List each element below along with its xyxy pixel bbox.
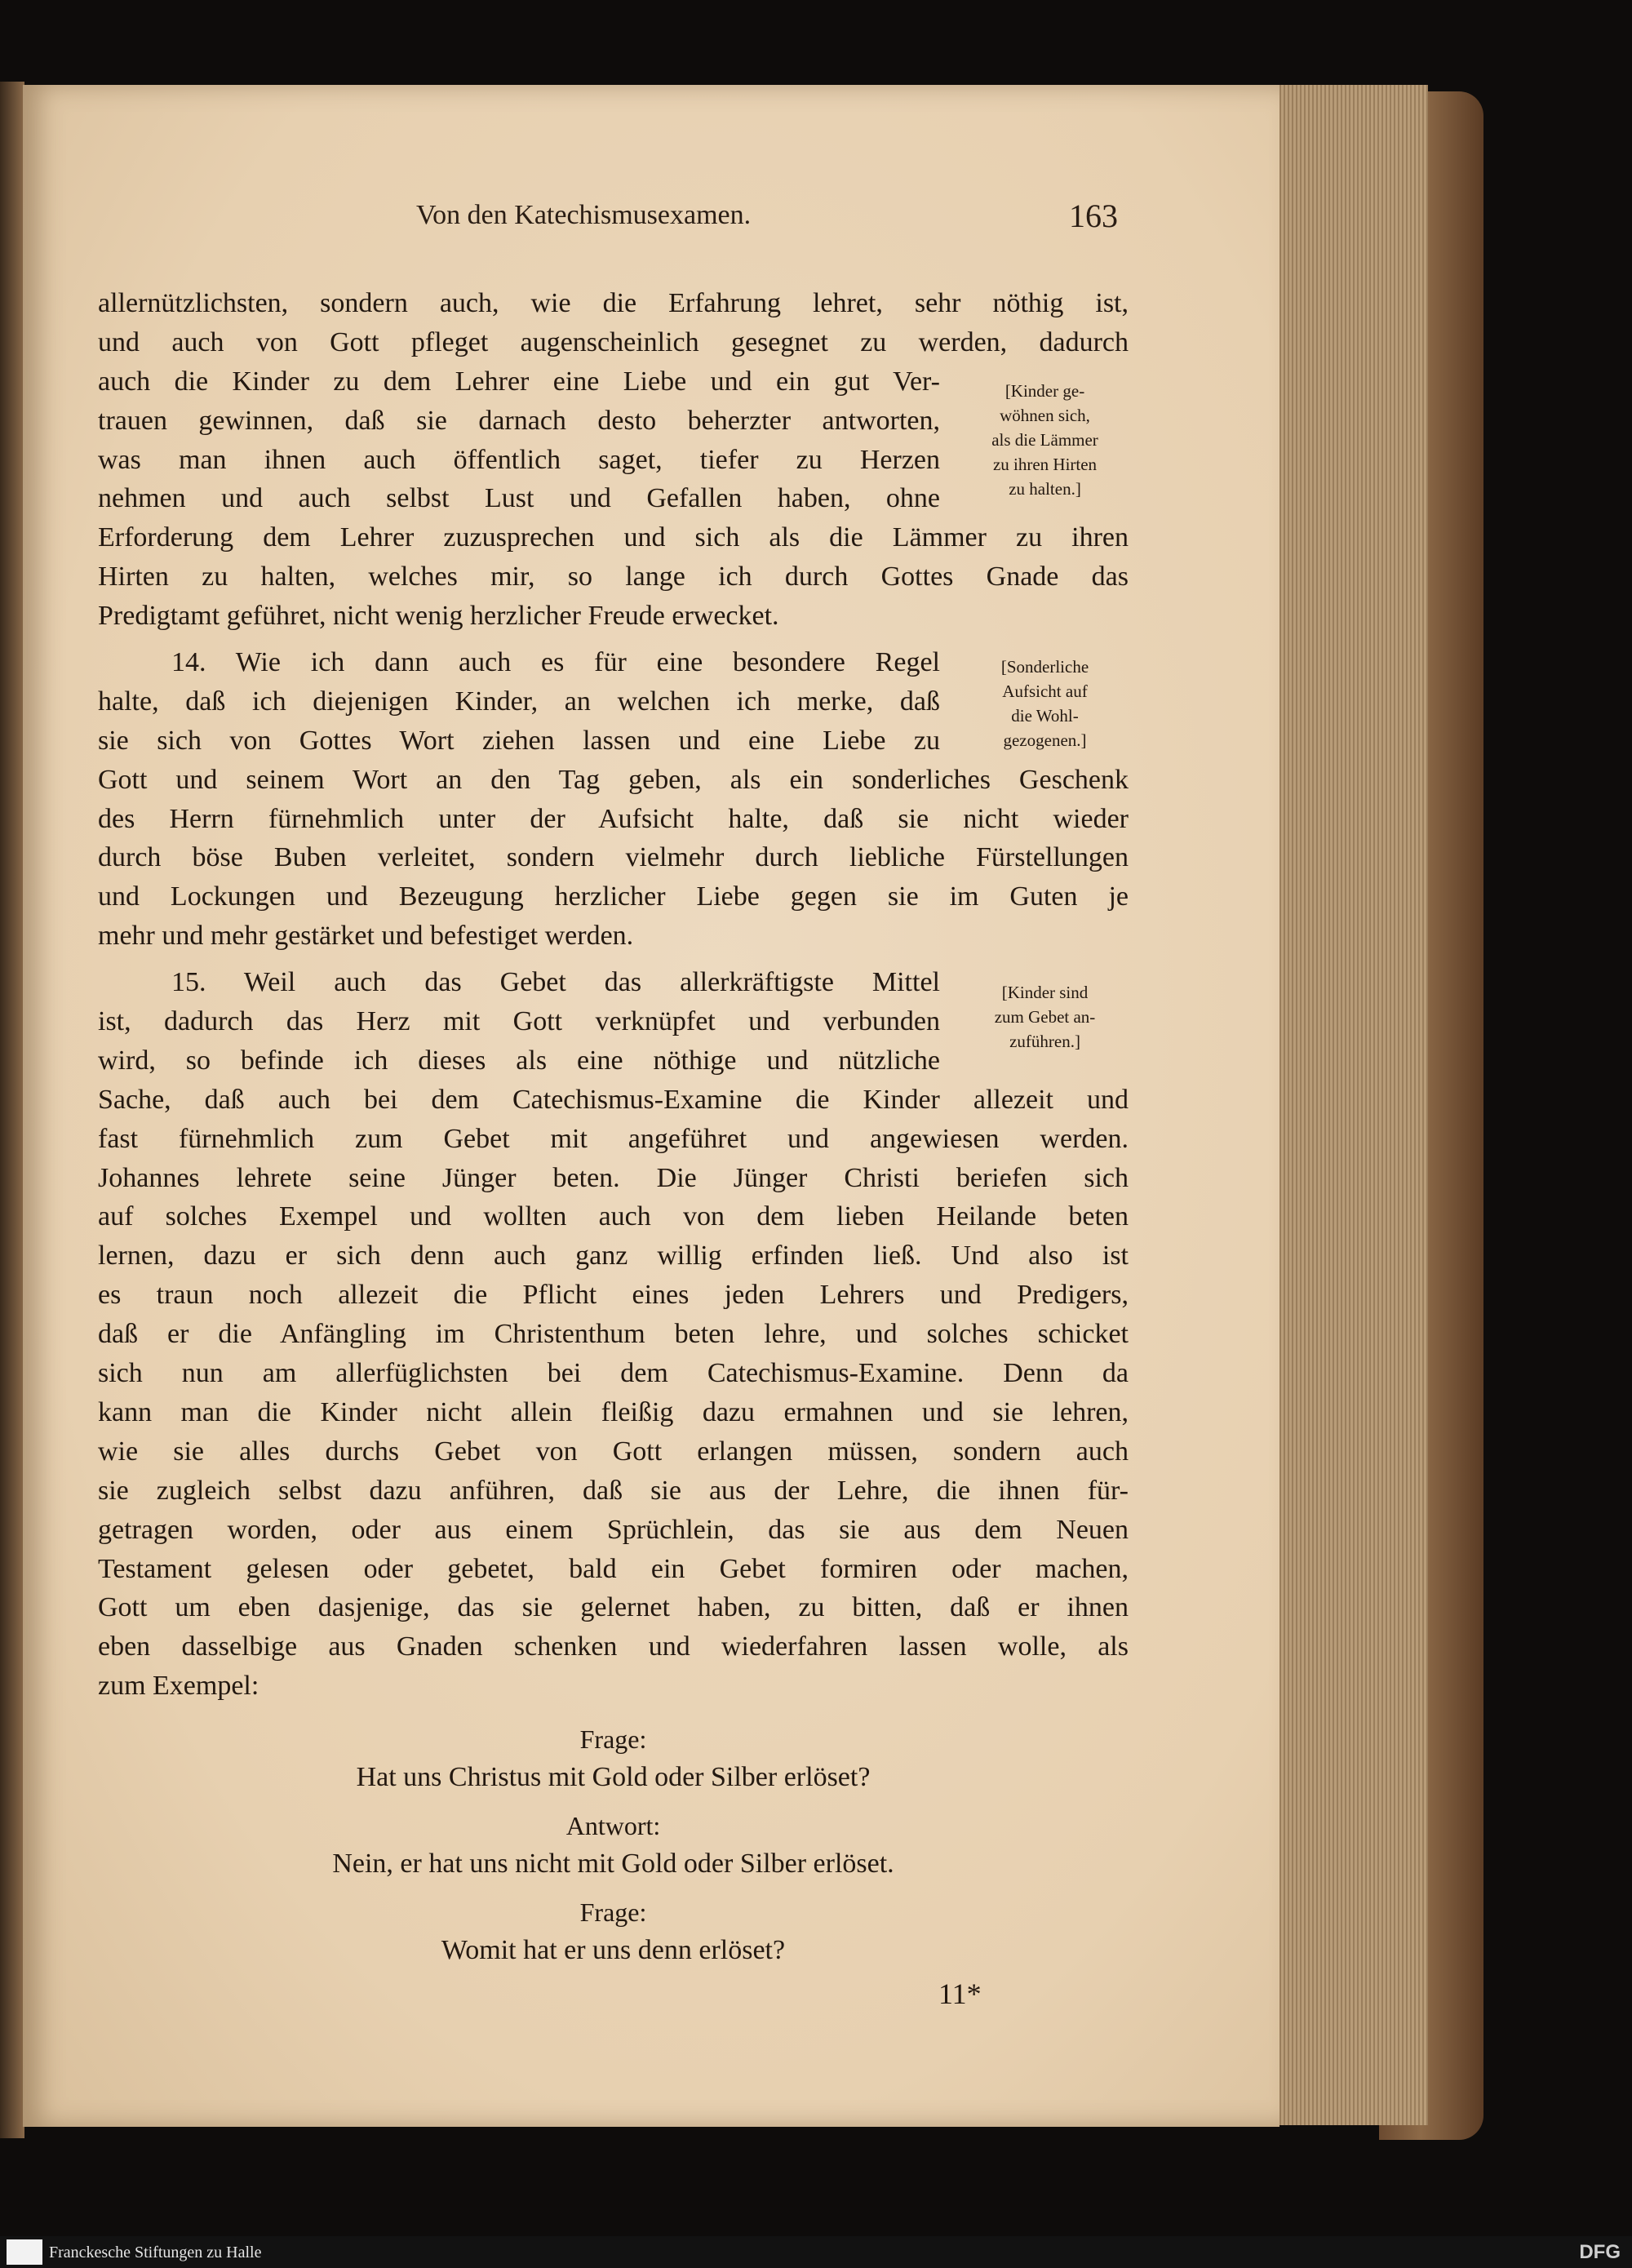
margin-note-line: wöhnen sich, — [1000, 406, 1090, 425]
text-line: Testament gelesen oder gebetet, bald ein Gebet formiren oder machen, — [98, 1553, 1129, 1584]
dialogue-text: Womit hat er uns denn erlöset? — [441, 1934, 786, 1965]
page-number: 163 — [1069, 198, 1118, 234]
text-line: Predigtamt geführet, nicht wenig herzlicher Freude erwecket. — [98, 601, 779, 632]
text-line: wie sie alles durchs Gebet von Gott erlangen müssen, sondern auch — [98, 1436, 1129, 1467]
footer-bar — [0, 2236, 1632, 2268]
text-line: zum Exempel: — [98, 1671, 259, 1702]
text-line: eben dasselbige aus Gnaden schenken und wiederfahren lassen wolle, als — [98, 1631, 1129, 1662]
dialogue-label: Frage: — [579, 1897, 647, 1927]
text-line: 15. Weil auch das Gebet das allerkräftigste Mittel — [171, 967, 940, 998]
dialogue — [98, 1720, 1129, 1970]
text-line: des Herrn fürnehmlich unter der Aufsicht halte, daß sie nicht wieder — [98, 803, 1129, 834]
dialogue-text: Nein, er hat uns nicht mit Gold oder Silber erlöset. — [332, 1848, 894, 1879]
text-line: Johannes lehrete seine Jünger beten. Die Jünger Christi beriefen sich — [98, 1162, 1129, 1193]
dialogue-label: Frage: — [579, 1724, 647, 1755]
institution-name: Franckesche Stiftungen zu Halle — [49, 2244, 262, 2261]
margin-note-line: zuführen.] — [1009, 1032, 1080, 1051]
text-line: fast fürnehmlich zum Gebet mit angeführet und angewiesen werden. — [98, 1123, 1129, 1154]
margin-note — [961, 655, 1129, 752]
margin-note-line: gezogenen.] — [1003, 730, 1087, 750]
margin-note-line: [Sonderliche — [1000, 657, 1089, 677]
text-line: sich nun am allerfüglichsten bei dem Catechismus-Examine. Denn da — [98, 1358, 1129, 1389]
margin-note-line: [Kinder ge- — [1004, 381, 1085, 401]
text-line: es traun noch allezeit die Pflicht eines jeden Lehrers und Predigers, — [98, 1280, 1129, 1311]
text-line: mehr und mehr gestärket und befestiget werden. — [98, 921, 634, 952]
signature-mark: 11* — [938, 1977, 982, 2010]
text-line: lernen, dazu er sich denn auch ganz willig erfinden ließ. Und also ist — [98, 1241, 1129, 1272]
previous-page-edge — [0, 82, 24, 2138]
margin-note-line: zu halten.] — [1009, 479, 1081, 499]
text-line: kann man die Kinder nicht allein fleißig dazu ermahnen und sie lehren, — [98, 1396, 1129, 1427]
margin-note-line: die Wohl- — [1011, 706, 1079, 726]
text-line: was man ihnen auch öffentlich saget, tiefer zu Herzen — [98, 444, 940, 475]
margin-note — [961, 980, 1129, 1054]
margin-note-line: zu ihren Hirten — [992, 455, 1098, 474]
margin-note-line: Aufsicht auf — [1002, 681, 1088, 701]
body-text — [98, 284, 1129, 1970]
text-line: sie sich von Gottes Wort ziehen lassen und eine Liebe zu — [98, 725, 940, 756]
text-line: auch die Kinder zu dem Lehrer eine Liebe und ein gut Ver- — [98, 366, 940, 397]
margin-note-line: als die Lämmer — [991, 430, 1098, 450]
text-line: ist, dadurch das Herz mit Gott verknüpfet und verbunden — [98, 1006, 940, 1037]
page-block-edges — [1273, 85, 1428, 2125]
text-line: Sache, daß auch bei dem Catechismus-Examine die Kinder allezeit und — [98, 1084, 1129, 1115]
dialogue-label: Antwort: — [565, 1810, 661, 1840]
text-line: und Lockungen und Bezeugung herzlicher Liebe gegen sie im Guten je — [98, 881, 1129, 912]
margin-note-line: [Kinder sind — [1001, 983, 1089, 1002]
dialogue-text: Hat uns Christus mit Gold oder Silber erlöset? — [356, 1762, 871, 1793]
text-line: und auch von Gott pfleget augenscheinlich gesegnet zu werden, dadurch — [98, 326, 1129, 357]
text-line: Gott um eben dasjenige, das sie gelernet haben, zu bitten, daß er ihnen — [98, 1592, 1129, 1623]
text-line: wird, so befinde ich dieses als eine nöthige und nützliche — [98, 1045, 940, 1076]
text-line: Gott und seinem Wort an den Tag geben, als ein sonderliches Geschenk — [98, 764, 1129, 795]
margin-note-line: zum Gebet an- — [994, 1007, 1096, 1027]
text-line: sie zugleich selbst dazu anführen, daß sie aus der Lehre, die ihnen für- — [98, 1475, 1129, 1506]
text-line: getragen worden, oder aus einem Sprüchlein, das sie aus dem Neuen — [98, 1514, 1129, 1545]
running-header — [0, 200, 1632, 241]
text-line: halte, daß ich diejenigen Kinder, an welchen ich merke, daß — [98, 686, 940, 717]
text-line: durch böse Buben verleitet, sondern vielmehr durch liebliche Fürstellungen — [98, 842, 1129, 873]
text-line: 14. Wie ich dann auch es für eine besondere Regel — [171, 647, 940, 678]
text-line: nehmen und auch selbst Lust und Gefallen haben, ohne — [98, 483, 940, 514]
margin-note — [961, 379, 1129, 501]
dfg-logo: DFG — [1579, 2241, 1621, 2263]
institution-logo — [7, 2239, 42, 2265]
text-line: trauen gewinnen, daß sie darnach desto beherzter antworten, — [98, 405, 940, 436]
text-line: daß er die Anfängling im Christenthum beten lehre, und solches schicket — [98, 1319, 1129, 1350]
running-title: Von den Katechismusexamen. — [416, 200, 752, 230]
text-line: Erforderung dem Lehrer zuzusprechen und sich als die Lämmer zu ihren — [98, 522, 1129, 553]
text-line: auf solches Exempel und wollten auch von dem lieben Heilande beten — [98, 1201, 1129, 1232]
text-line: Hirten zu halten, welches mir, so lange ich durch Gottes Gnade das — [98, 561, 1129, 593]
paragraph — [98, 963, 1129, 1706]
text-line: allernützlichsten, sondern auch, wie die Erfahrung lehret, sehr nöthig ist, — [98, 288, 1129, 318]
